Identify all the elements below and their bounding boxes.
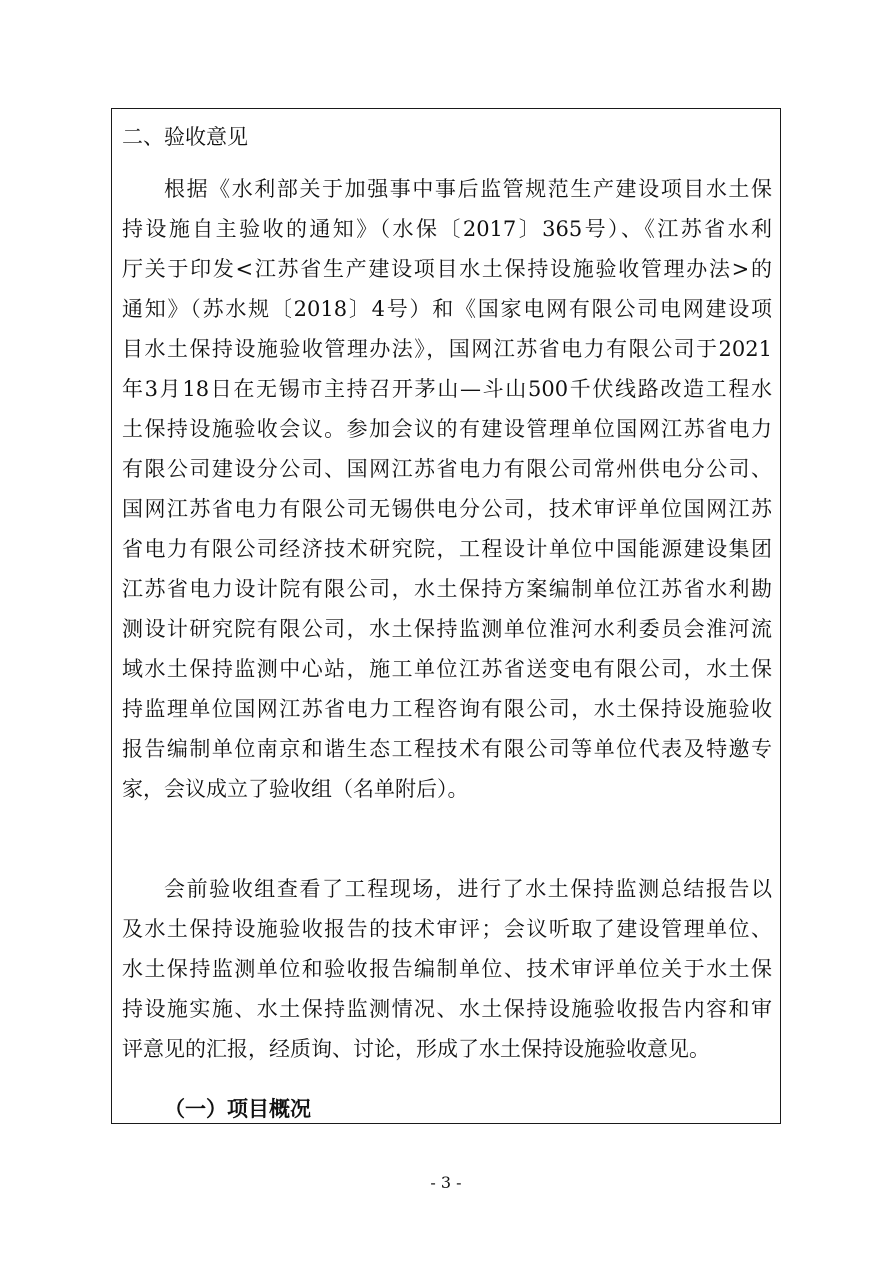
paragraph-line: 水土保持监测单位和验收报告编制单位、技术审评单位关于水土保: [122, 957, 772, 981]
paragraph-line: 有限公司建设分公司、国网江苏省电力有限公司常州供电分公司、: [122, 457, 772, 481]
paragraph-line: 目水土保持设施验收管理办法》，国网江苏省电力有限公司于2021: [122, 337, 772, 361]
paragraph-line: 通知》（苏水规〔2018〕4号）和《国家电网有限公司电网建设项: [122, 297, 772, 321]
paragraph-line: 持监理单位国网江苏省电力工程咨询有限公司，水土保持设施验收: [122, 697, 772, 721]
paragraph-line: 会前验收组查看了工程现场，进行了水土保持监测总结报告以: [164, 877, 772, 901]
page-number: - 3 -: [430, 1173, 462, 1192]
paragraph-line: 持设施自主验收的通知》（水保〔2017〕365号）、《江苏省水利: [122, 217, 772, 241]
paragraph-meeting-process: [122, 869, 772, 1069]
paragraph-line: 评意见的汇报，经质询、讨论，形成了水土保持设施验收意见。: [122, 1037, 710, 1061]
paragraph-line: 厅关于印发<江苏省生产建设项目水土保持设施验收管理办法>的: [122, 257, 772, 281]
paragraph-line: 年3月18日在无锡市主持召开茅山—斗山500千伏线路改造工程水: [122, 377, 772, 401]
section-heading: 二、验收意见: [122, 125, 248, 149]
paragraph-acceptance-basis: [122, 169, 772, 809]
paragraph-line: 报告编制单位南京和谐生态工程技术有限公司等单位代表及特邀专: [122, 737, 772, 761]
paragraph-line: 江苏省电力设计院有限公司，水土保持方案编制单位江苏省水利勘: [122, 577, 772, 601]
paragraph-line: 根据《水利部关于加强事中事后监管规范生产建设项目水土保: [164, 177, 772, 201]
paragraph-line: 测设计研究院有限公司，水土保持监测单位淮河水利委员会淮河流: [122, 617, 772, 641]
paragraph-line: 家，会议成立了验收组（名单附后）。: [122, 777, 469, 801]
paragraph-line: 国网江苏省电力有限公司无锡供电分公司，技术审评单位国网江苏: [122, 497, 772, 521]
paragraph-line: 省电力有限公司经济技术研究院，工程设计单位中国能源建设集团: [122, 537, 772, 561]
paragraph-line: 及水土保持设施验收报告的技术审评；会议听取了建设管理单位、: [122, 917, 772, 941]
paragraph-line: 持设施实施、水土保持监测情况、水土保持设施验收报告内容和审: [122, 997, 772, 1021]
paragraph-line: 土保持设施验收会议。参加会议的有建设管理单位国网江苏省电力: [122, 417, 772, 441]
paragraph-line: 域水土保持监测中心站，施工单位江苏省送变电有限公司，水土保: [122, 657, 772, 681]
subsection-heading: （一）项目概况: [164, 1097, 311, 1121]
